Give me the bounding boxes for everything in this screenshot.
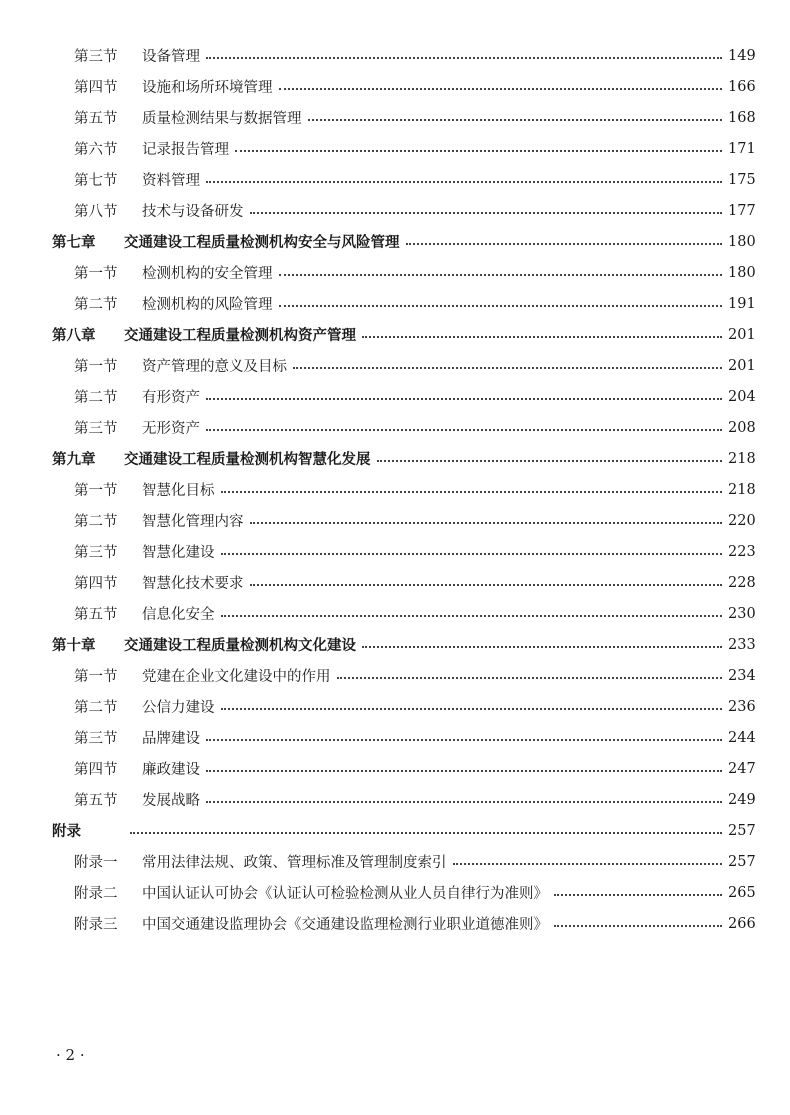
toc-entry-page: 201 — [728, 326, 756, 343]
table-of-contents — [0, 40, 790, 939]
toc-entry-title: 资料管理 — [142, 173, 200, 189]
dot-leader — [279, 305, 723, 307]
dot-leader — [377, 460, 723, 462]
dot-leader — [554, 925, 722, 927]
toc-entry-title: 廉政建设 — [142, 762, 200, 778]
toc-entry-page: 244 — [728, 729, 756, 746]
toc-entry-page: 234 — [728, 667, 756, 684]
toc-entry-number: 第六节 — [74, 142, 118, 158]
toc-entry-section — [0, 660, 790, 691]
dot-leader — [206, 739, 722, 741]
dot-leader — [337, 677, 723, 679]
toc-entry-section — [0, 164, 790, 195]
toc-entry-number: 第四节 — [74, 80, 118, 96]
toc-entry-number: 第九章 — [52, 451, 96, 468]
toc-entry-page: 218 — [728, 450, 756, 467]
toc-entry-number: 附录 — [52, 823, 81, 840]
toc-entry-title: 检测机构的安全管理 — [142, 266, 273, 282]
toc-entry-title: 检测机构的风险管理 — [142, 297, 273, 313]
dot-leader — [362, 336, 722, 338]
toc-entry-page: 171 — [728, 140, 756, 157]
toc-entry-chapter — [0, 226, 790, 257]
toc-entry-page: 257 — [728, 853, 756, 870]
toc-entry-number: 第三节 — [74, 49, 118, 65]
toc-entry-number: 第三节 — [74, 421, 118, 437]
toc-entry-title: 无形资产 — [142, 421, 200, 437]
toc-entry-page: 236 — [728, 698, 756, 715]
toc-entry-page: 247 — [728, 760, 756, 777]
toc-entry-title: 中国交通建设监理协会《交通建设监理检测行业职业道德准则》 — [142, 917, 548, 933]
toc-entry-page: 230 — [728, 605, 756, 622]
toc-entry-appendix — [0, 877, 790, 908]
toc-entry-page: 177 — [728, 202, 756, 219]
toc-entry-section — [0, 753, 790, 784]
toc-entry-section — [0, 133, 790, 164]
toc-entry-title: 交通建设工程质量检测机构智慧化发展 — [124, 451, 371, 468]
toc-entry-title: 中国认证认可协会《认证认可检验检测从业人员自律行为准则》 — [142, 886, 548, 902]
dot-leader — [362, 646, 722, 648]
toc-entry-appendix — [0, 846, 790, 877]
toc-entry-section — [0, 288, 790, 319]
toc-entry-number: 第八节 — [74, 204, 118, 220]
toc-entry-section — [0, 102, 790, 133]
dot-leader — [453, 863, 723, 865]
toc-entry-number: 第三节 — [74, 731, 118, 747]
toc-entry-number: 第一节 — [74, 359, 118, 375]
toc-entry-section — [0, 784, 790, 815]
toc-entry-title: 记录报告管理 — [142, 142, 229, 158]
toc-entry-number: 第五节 — [74, 793, 118, 809]
toc-entry-section — [0, 536, 790, 567]
toc-entry-number: 第二节 — [74, 297, 118, 313]
toc-entry-title: 技术与设备研发 — [142, 204, 244, 220]
toc-entry-page: 249 — [728, 791, 756, 808]
toc-entry-number: 第七章 — [52, 234, 96, 251]
toc-entry-chapter — [0, 319, 790, 350]
toc-entry-number: 第三节 — [74, 545, 118, 561]
toc-entry-title: 智慧化目标 — [142, 483, 215, 499]
toc-entry-section — [0, 474, 790, 505]
toc-entry-title: 交通建设工程质量检测机构文化建设 — [124, 637, 356, 654]
toc-entry-number: 第四节 — [74, 762, 118, 778]
dot-leader — [221, 553, 723, 555]
dot-leader — [206, 770, 722, 772]
dot-leader — [250, 584, 723, 586]
toc-entry-page: 166 — [728, 78, 756, 95]
toc-entry-section — [0, 71, 790, 102]
toc-entry-page: 180 — [728, 264, 756, 281]
toc-entry-title: 质量检测结果与数据管理 — [142, 111, 302, 127]
toc-entry-title: 品牌建设 — [142, 731, 200, 747]
toc-entry-number: 附录二 — [74, 886, 118, 902]
dot-leader — [206, 57, 722, 59]
toc-entry-page: 266 — [728, 915, 756, 932]
toc-entry-page: 220 — [728, 512, 756, 529]
toc-entry-title: 交通建设工程质量检测机构安全与风险管理 — [124, 234, 400, 251]
dot-leader — [221, 708, 723, 710]
dot-leader — [206, 181, 722, 183]
dot-leader — [293, 367, 722, 369]
toc-entry-title: 常用法律法规、政策、管理标准及管理制度索引 — [142, 855, 447, 871]
toc-entry-number: 第八章 — [52, 327, 96, 344]
dot-leader — [308, 119, 723, 121]
toc-entry-title: 智慧化建设 — [142, 545, 215, 561]
toc-entry-section — [0, 691, 790, 722]
toc-entry-number: 第五节 — [74, 111, 118, 127]
toc-entry-page: 191 — [728, 295, 756, 312]
toc-entry-section — [0, 195, 790, 226]
dot-leader — [206, 398, 722, 400]
dot-leader — [279, 88, 723, 90]
toc-entry-title: 设备管理 — [142, 49, 200, 65]
toc-entry-number: 第四节 — [74, 576, 118, 592]
toc-entry-page: 208 — [728, 419, 756, 436]
toc-entry-number: 第二节 — [74, 514, 118, 530]
toc-entry-title: 有形资产 — [142, 390, 200, 406]
toc-entry-number: 第十章 — [52, 637, 96, 654]
toc-entry-number: 第一节 — [74, 669, 118, 685]
toc-entry-section — [0, 412, 790, 443]
toc-entry-title: 发展战略 — [142, 793, 200, 809]
toc-entry-number: 第七节 — [74, 173, 118, 189]
toc-entry-number: 第一节 — [74, 483, 118, 499]
toc-entry-page: 201 — [728, 357, 756, 374]
dot-leader — [279, 274, 723, 276]
toc-entry-page: 228 — [728, 574, 756, 591]
dot-leader — [221, 491, 723, 493]
toc-entry-title: 智慧化技术要求 — [142, 576, 244, 592]
toc-entry-chapter — [0, 629, 790, 660]
dot-leader — [206, 429, 722, 431]
dot-leader — [250, 212, 723, 214]
toc-entry-number: 第一节 — [74, 266, 118, 282]
toc-entry-title: 交通建设工程质量检测机构资产管理 — [124, 327, 356, 344]
toc-entry-number: 第二节 — [74, 390, 118, 406]
toc-entry-page: 168 — [728, 109, 756, 126]
dot-leader — [554, 894, 722, 896]
toc-entry-section — [0, 257, 790, 288]
toc-entry-section — [0, 350, 790, 381]
toc-entry-section — [0, 505, 790, 536]
toc-entry-chapter — [0, 815, 790, 846]
toc-entry-section — [0, 567, 790, 598]
toc-entry-page: 233 — [728, 636, 756, 653]
toc-entry-title: 信息化安全 — [142, 607, 215, 623]
toc-entry-page: 265 — [728, 884, 756, 901]
toc-entry-section — [0, 40, 790, 71]
toc-entry-number: 附录一 — [74, 855, 118, 871]
dot-leader — [206, 801, 722, 803]
toc-entry-number: 第二节 — [74, 700, 118, 716]
toc-entry-section — [0, 381, 790, 412]
toc-entry-title: 智慧化管理内容 — [142, 514, 244, 530]
toc-entry-title: 资产管理的意义及目标 — [142, 359, 287, 375]
dot-leader — [221, 615, 723, 617]
toc-entry-number: 第五节 — [74, 607, 118, 623]
toc-entry-section — [0, 722, 790, 753]
toc-entry-page: 204 — [728, 388, 756, 405]
toc-entry-page: 218 — [728, 481, 756, 498]
toc-entry-title: 设施和场所环境管理 — [142, 80, 273, 96]
toc-entry-page: 180 — [728, 233, 756, 250]
toc-entry-appendix — [0, 908, 790, 939]
toc-entry-title: 公信力建设 — [142, 700, 215, 716]
toc-entry-number: 附录三 — [74, 917, 118, 933]
toc-entry-section — [0, 598, 790, 629]
dot-leader — [235, 150, 722, 152]
dot-leader — [406, 243, 723, 245]
dot-leader — [250, 522, 723, 524]
dot-leader — [130, 832, 722, 834]
toc-entry-page: 257 — [728, 822, 756, 839]
toc-entry-page: 175 — [728, 171, 756, 188]
page-number: · 2 · — [56, 1046, 85, 1064]
toc-entry-title: 党建在企业文化建设中的作用 — [142, 669, 331, 685]
toc-entry-page: 149 — [728, 47, 756, 64]
toc-entry-page: 223 — [728, 543, 756, 560]
toc-entry-chapter — [0, 443, 790, 474]
